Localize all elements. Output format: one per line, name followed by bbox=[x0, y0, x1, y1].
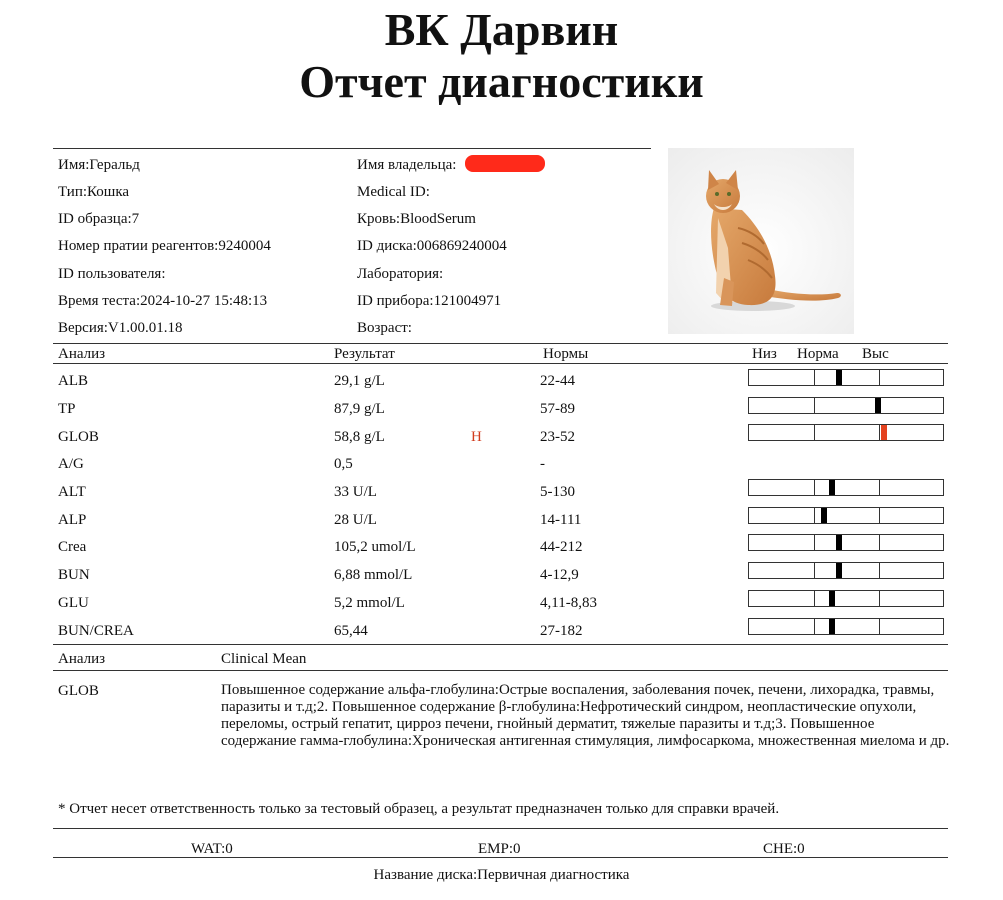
col-analysis: Анализ bbox=[58, 346, 106, 362]
clinical-col-analysis: Анализ bbox=[58, 651, 106, 667]
result-value: 33 U/L bbox=[334, 484, 377, 500]
result-value: 105,2 umol/L bbox=[334, 539, 416, 555]
level-bar bbox=[748, 562, 944, 579]
disk-id: ID диска:006869240004 bbox=[357, 238, 507, 254]
result-value: 0,5 bbox=[334, 456, 353, 472]
emp-value: EMP:0 bbox=[478, 841, 521, 857]
level-bar bbox=[748, 397, 944, 414]
level-bar bbox=[748, 618, 944, 635]
laboratory: Лаборатория: bbox=[357, 266, 444, 282]
footer-bottom-rule bbox=[53, 857, 948, 858]
owner-name bbox=[357, 156, 456, 174]
norm-range: 14-111 bbox=[540, 512, 582, 528]
device-id: ID прибора:121004971 bbox=[357, 293, 502, 309]
analysis-name: GLOB bbox=[58, 429, 99, 445]
report-title-line2: Отчет диагностики bbox=[299, 56, 704, 107]
level-bar bbox=[748, 534, 944, 551]
norm-range: 44-212 bbox=[540, 539, 583, 555]
reagent-batch: Номер пратии реагентов:9240004 bbox=[58, 238, 271, 254]
analysis-name: Crea bbox=[58, 539, 87, 555]
clinical-interpretation: Повышенное содержание альфа-глобулина:Острые воспаления, заболевания почек, печени, лихорадка, травмы, паразиты и т.д;2. Повышенное содержание β-глобулина:Нефротический синдром, неопластические опухоли, переломы, острый гепатит, цирроз печени, гнойный дерматит, тяжелые паразиты и т.д;3. Повышенное содержание гамма-глобулина:Хроническая антигенная стимуляция, лимфосаркома, множественная миелома и др. bbox=[221, 682, 950, 749]
level-marker bbox=[881, 425, 887, 440]
level-marker bbox=[836, 370, 842, 385]
result-value: 5,2 mmol/L bbox=[334, 595, 405, 611]
norm-range: 4-12,9 bbox=[540, 567, 579, 583]
level-bar bbox=[748, 424, 944, 441]
level-marker bbox=[829, 591, 835, 606]
report-title-line1: ВК Дарвин bbox=[384, 4, 619, 55]
norm-range: - bbox=[540, 456, 545, 472]
result-value: 58,8 g/L bbox=[334, 429, 385, 445]
result-value: 28 U/L bbox=[334, 512, 377, 528]
user-id: ID пользователя: bbox=[58, 266, 166, 282]
level-marker bbox=[836, 535, 842, 550]
level-bar bbox=[748, 479, 944, 496]
disclaimer: * Отчет несет ответственность только за тестовый образец, а результат предназначен только для справки врачей. bbox=[58, 801, 780, 817]
norm-range: 4,11-8,83 bbox=[540, 595, 597, 611]
results-top-rule bbox=[53, 343, 948, 344]
medical-id: Medical ID: bbox=[357, 184, 430, 200]
analysis-name: ALT bbox=[58, 484, 86, 500]
analysis-name: A/G bbox=[58, 456, 84, 472]
level-marker bbox=[829, 619, 835, 634]
analysis-name: ALP bbox=[58, 512, 87, 528]
analysis-name: BUN/CREA bbox=[58, 623, 134, 639]
clinical-top-rule bbox=[53, 644, 948, 645]
norm-range: 57-89 bbox=[540, 401, 575, 417]
clinical-col-mean: Clinical Mean bbox=[221, 651, 307, 667]
level-marker bbox=[875, 398, 881, 413]
analysis-name: BUN bbox=[58, 567, 90, 583]
clinical-analysis-name: GLOB bbox=[58, 683, 99, 699]
patient-name: Имя:Геральд bbox=[58, 157, 140, 173]
che-value: CHE:0 bbox=[763, 841, 805, 857]
sample-id: ID образца:7 bbox=[58, 211, 140, 227]
norm-range: 23-52 bbox=[540, 429, 575, 445]
patient-age: Возраст: bbox=[357, 320, 412, 336]
disk-name: Название диска:Первичная диагностика bbox=[373, 867, 630, 883]
norm-range: 5-130 bbox=[540, 484, 575, 500]
patient-type: Тип:Кошка bbox=[58, 184, 130, 200]
col-normal: Норма bbox=[797, 346, 839, 362]
level-marker bbox=[836, 563, 842, 578]
high-flag: H bbox=[471, 429, 482, 445]
norm-range: 22-44 bbox=[540, 373, 575, 389]
col-low: Низ bbox=[752, 346, 777, 362]
col-result: Результат bbox=[334, 346, 395, 362]
level-bar bbox=[748, 369, 944, 386]
clinical-header-rule bbox=[53, 670, 948, 671]
info-top-rule bbox=[53, 148, 651, 149]
col-norms: Нормы bbox=[543, 346, 589, 362]
results-header-rule bbox=[53, 363, 948, 364]
blood-type: Кровь:BloodSerum bbox=[357, 211, 476, 227]
level-bar bbox=[748, 590, 944, 607]
result-value: 65,44 bbox=[334, 623, 368, 639]
result-value: 87,9 g/L bbox=[334, 401, 385, 417]
result-value: 29,1 g/L bbox=[334, 373, 385, 389]
software-version: Версия:V1.00.01.18 bbox=[58, 320, 183, 336]
footer-top-rule bbox=[53, 828, 948, 829]
col-high: Выс bbox=[862, 346, 889, 362]
owner-label: Имя владельца: bbox=[357, 157, 457, 173]
level-bar bbox=[748, 507, 944, 524]
level-marker bbox=[829, 480, 835, 495]
level-marker bbox=[821, 508, 827, 523]
norm-range: 27-182 bbox=[540, 623, 583, 639]
result-value: 6,88 mmol/L bbox=[334, 567, 413, 583]
analysis-name: GLU bbox=[58, 595, 89, 611]
redaction-mark bbox=[464, 152, 546, 174]
test-time: Время теста:2024-10-27 15:48:13 bbox=[58, 293, 268, 309]
analysis-name: ALB bbox=[58, 373, 88, 389]
cat-photo bbox=[668, 148, 854, 334]
wat-value: WAT:0 bbox=[191, 841, 233, 857]
analysis-name: TP bbox=[58, 401, 76, 417]
